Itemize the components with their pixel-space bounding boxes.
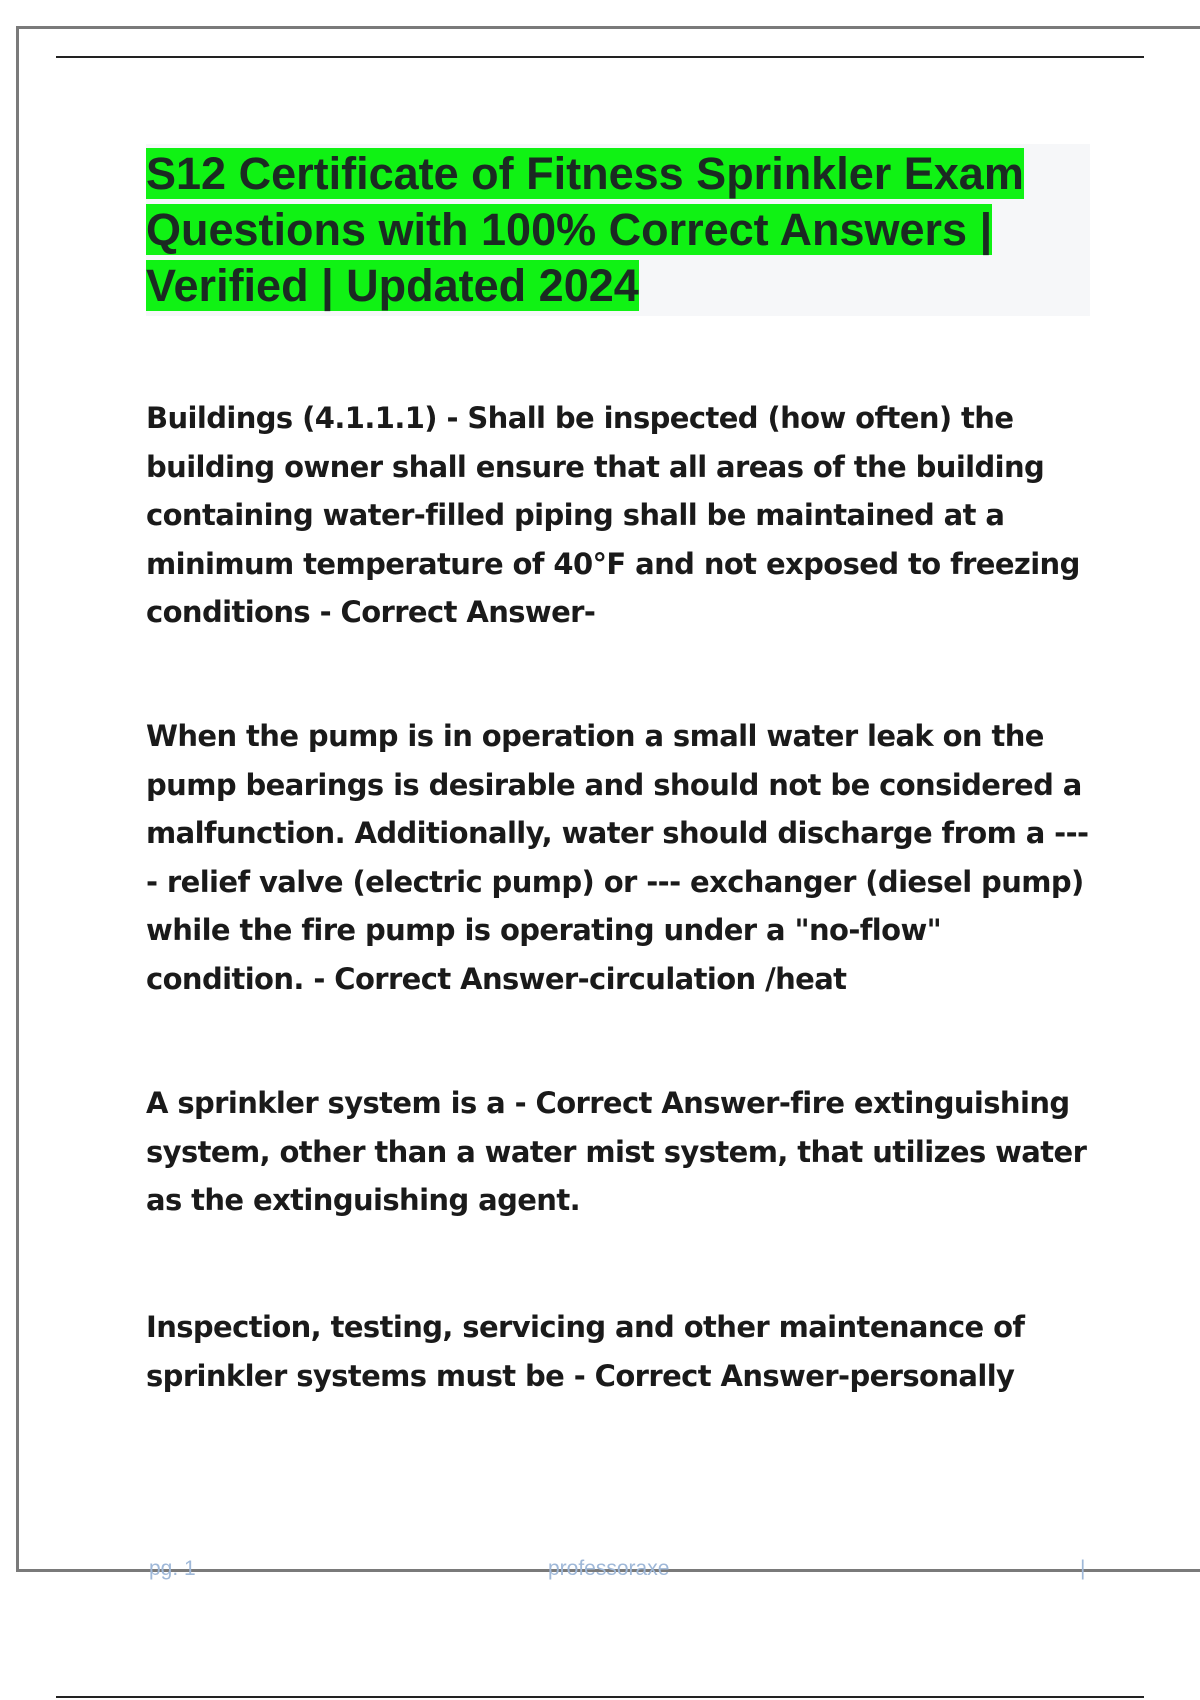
document-title bbox=[146, 146, 1090, 314]
question-answer-item: Buildings (4.1.1.1) - Shall be inspected (how often) the building owner shall ensure that all areas of the building containing water-filled piping shall be maintained at a minimum temperature of 40°F and not exposed to freezing conditions - Correct Answer- bbox=[146, 401, 1080, 629]
footer-author: professoraxe bbox=[548, 1557, 670, 1580]
header-rule bbox=[56, 56, 1144, 58]
page-footer bbox=[0, 1557, 1200, 1587]
document-title-text: S12 Certificate of Fitness Sprinkler Exam Questions with 100% Correct Answers | Verified | Updated 2024 bbox=[146, 148, 1024, 311]
document-body bbox=[146, 144, 1090, 1393]
footer-separator: | bbox=[1080, 1557, 1086, 1580]
question-answer-item: A sprinkler system is a - Correct Answer-fire extinguishing system, other than a water mist system, that utilizes water as the extinguishing agent. bbox=[146, 1086, 1087, 1217]
bottom-rule bbox=[56, 1696, 1144, 1698]
question-answer-item: When the pump is in operation a small water leak on the pump bearings is desirable and should not be considered a malfunction. Additionally, water should discharge from a ---- relief valve (electric pump) or --- exchanger (diesel pump) while the fire pump is operating under a "no-flow" condition. - Correct Answer-circulation /heat bbox=[146, 719, 1089, 996]
question-answer-item: Inspection, testing, servicing and other maintenance of sprinkler systems must be - Correct Answer-personally bbox=[146, 1310, 1025, 1393]
footer-page-number: pg. 1 bbox=[149, 1557, 196, 1580]
title-block bbox=[146, 144, 1090, 316]
